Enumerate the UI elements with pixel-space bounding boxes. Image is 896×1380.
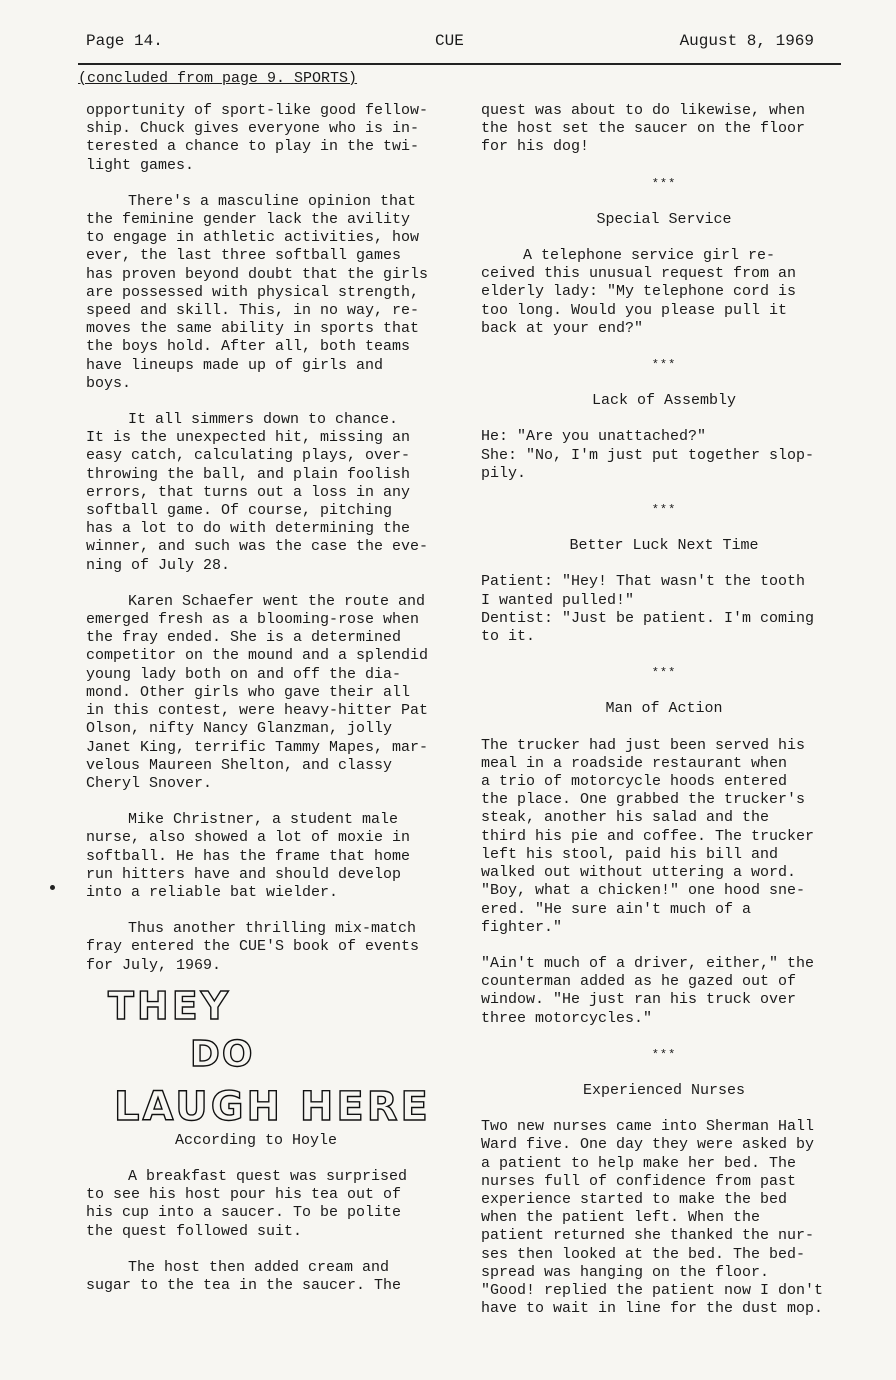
better-luck-title: Better Luck Next Time [569, 537, 759, 555]
better-luck-body: Patient: "Hey! That wasn't the tooth I wanted pulled!" Dentist: "Just be patient. I'm coming to it. [481, 573, 815, 646]
separator-stars: *** [651, 503, 677, 518]
special-service-body: A telephone service girl re- ceived this unusual request from an elderly lady: "My telephone cord is too long. Would you please pull it back at your end?" [481, 247, 797, 337]
man-of-action-title: Man of Action [605, 700, 723, 718]
separator-stars: *** [651, 1047, 677, 1062]
special-service-title: Special Service [596, 210, 732, 228]
continuation-note: (concluded from page 9. SPORTS) [78, 70, 358, 87]
experienced-nurses-title: Experienced Nurses [582, 1081, 746, 1099]
separator-stars: *** [651, 358, 677, 373]
margin-dot [50, 885, 55, 890]
hoyle-paragraph-2: The host then added cream and sugar to the tea in the saucer. The [86, 1258, 402, 1295]
sports-paragraph-6: Thus another thrilling mix-match fray entered the CUE'S book of events for July, 1969. [86, 920, 420, 974]
page-header [80, 32, 840, 56]
issue-date: August 8, 1969 [679, 32, 814, 50]
separator-stars: *** [651, 666, 677, 681]
banner-line-1: THEY [108, 984, 232, 1028]
hoyle-paragraph-1: A breakfast quest was surprised to see his host pour his tea out of his cup into a saucer. To be polite the quest followed suit. [86, 1168, 408, 1240]
sports-paragraph-2: There's a masculine opinion that the feminine gender lack the avility to engage in athletic activities, how ever, the last three softball games has proven beyond doubt that the girls are possessed with physical strength, speed and skill. This, in no way, re- moves the same ability in sports that the boys hold. After all, both teams have lineups made up of girls and boys. [86, 192, 429, 392]
experienced-nurses-body: Two new nurses came into Sherman Hall Ward five. One day they were asked by a patient to help make her bed. The nurses full of confidence from past experience started to make the bed when the patient left. When the patient returned she thanked the nur- ses then looked at the bed. The bed- spread was hanging on the floor. "Good! replied the patient now I don't have to wait in line for the dust mop. [481, 1118, 824, 1318]
lack-of-assembly-body: He: "Are you unattached?" She: "No, I'm just put together slop- pily. [481, 428, 815, 482]
sports-paragraph-5: Mike Christner, a student male nurse, also showed a lot of moxie in softball. He has the frame that home run hitters have and should develop into a reliable bat wielder. [86, 811, 411, 901]
right-column [481, 102, 847, 1318]
hoyle-section [86, 1168, 436, 1313]
banner-line-2: DO [190, 1034, 255, 1075]
man-of-action-body: The trucker had just been served his meal in a roadside restaurant when a trio of motorcycle hoods entered the place. One grabbed the trucker's steak, another his salad and the third his pie and coffee. The trucker left his stool, paid his bill and walked out without uttering a word. "Boy, what a chicken!" one hood sne- ered. "He sure ain't much of a fighter." [481, 736, 815, 936]
hoyle-continued: quest was about to do likewise, when the host set the saucer on the floor for his dog! [481, 102, 806, 156]
banner-line-3: LAUGH HERE [114, 1084, 431, 1130]
sports-paragraph-3: It all simmers down to chance. It is the unexpected hit, missing an easy catch, calculating plays, over- throwing the ball, and plain foolish errors, that turns out a loss in any softball game. Of course, pitching has a lot to do with determining the winner, and such was the case the eve- ning of July 28. [86, 411, 429, 574]
sports-paragraph-4: Karen Schaefer went the route and emerged fresh as a blooming-rose when the fray ended. She is a determined competitor on the mound and a splendid young lady both on and off the dia- mond. Other girls who gave their all in this contest, were heavy-hitter Pat Olson, nifty Nancy Glanzman, jolly Janet King, terrific Tammy Mapes, mar- velous Maureen Shelton, and classy Cheryl Snover. [86, 592, 429, 792]
header-rule [78, 63, 841, 65]
man-of-action-body-2: "Ain't much of a driver, either," the counterman added as he gazed out of window. "He just ran his truck over three motorcycles." [481, 954, 815, 1027]
page-number: Page 14. [86, 32, 163, 50]
lack-of-assembly-title: Lack of Assembly [591, 392, 737, 410]
sports-paragraph-1: opportunity of sport-like good fellow- ship. Chuck gives everyone who is in- terested a chance to play in the twi- light games. [86, 102, 429, 174]
publication-name: CUE [435, 32, 464, 50]
left-column [86, 102, 436, 993]
separator-stars: *** [651, 176, 677, 191]
hoyle-title: According to Hoyle [174, 1132, 338, 1149]
